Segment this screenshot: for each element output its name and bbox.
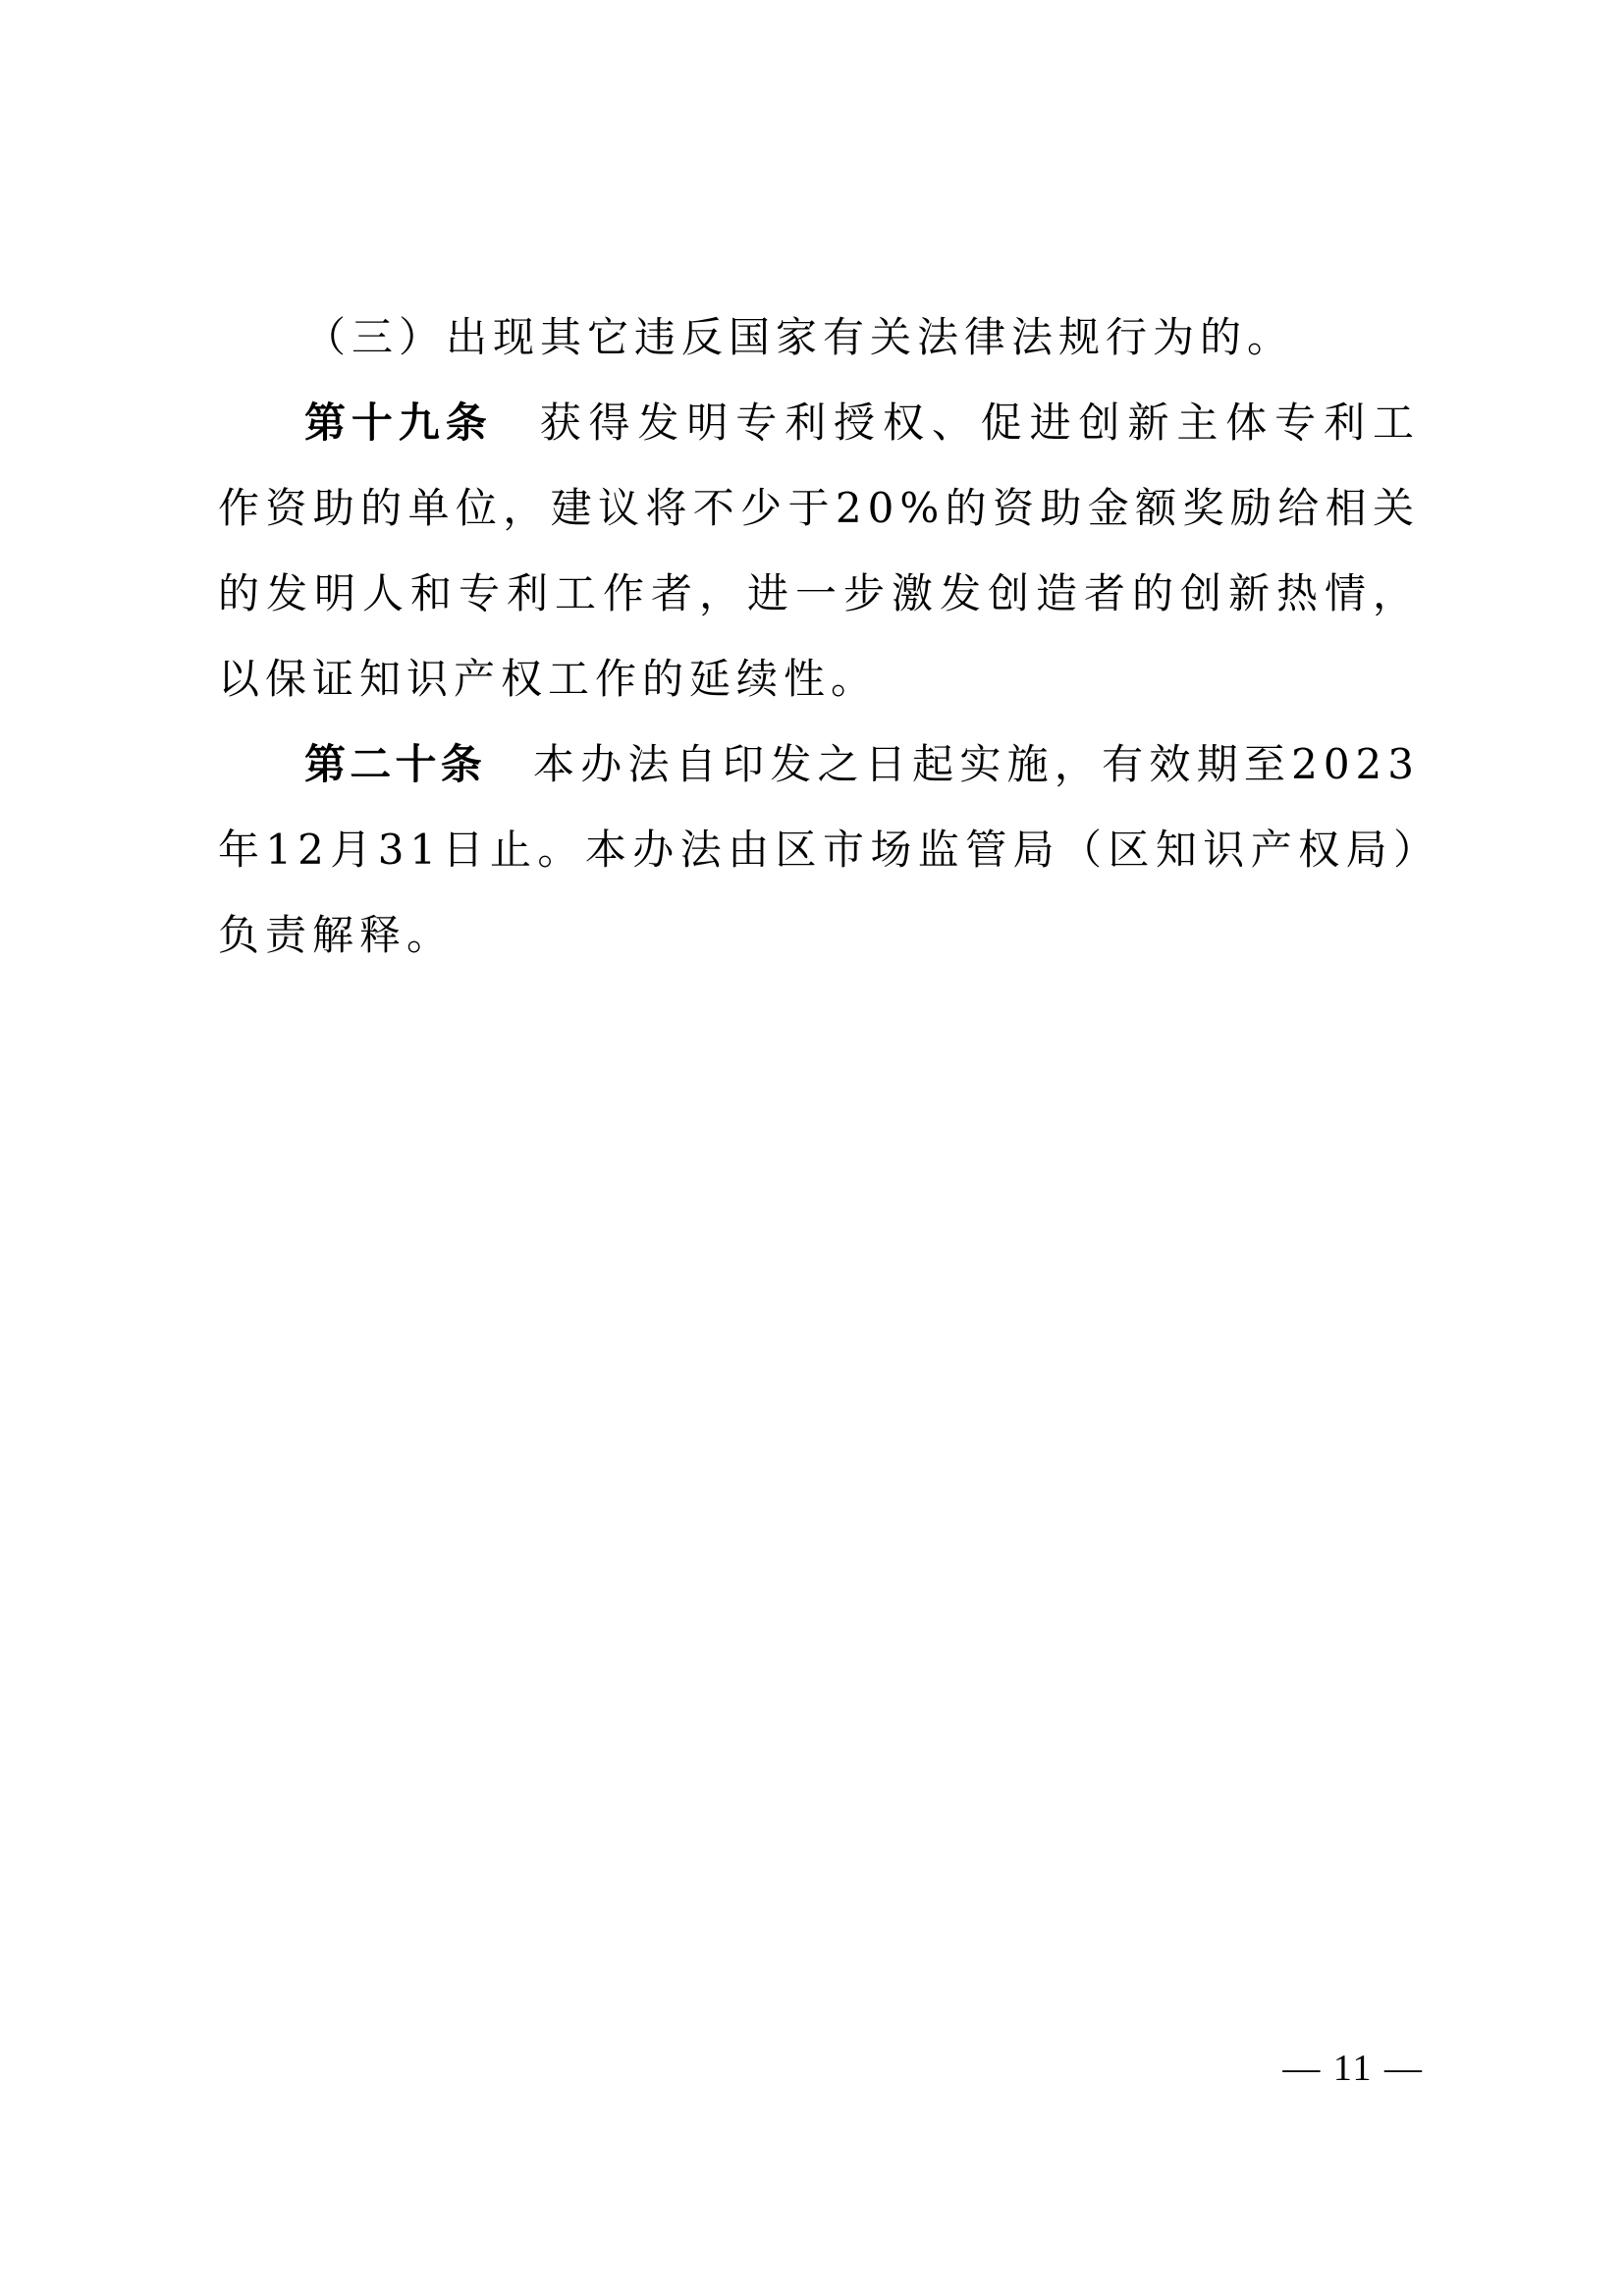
document-body (218, 294, 1420, 978)
article-number: 第十九条 (304, 399, 493, 447)
article-20 (218, 721, 1420, 978)
paragraph-item-3 (218, 294, 1420, 380)
page-number: — 11 — (1282, 2048, 1424, 2089)
article-text: 获得发明专利授权、促进创新主体专利工作资助的单位，建议将不少于20%的资助金额奖励给相关的发明人和专利工作者，进一步激发创造者的创新热情，以保证知识产权工作的延续性。 (218, 399, 1420, 703)
paragraph-text: （三）出现其它违反国家有关法律法规行为的。 (304, 313, 1295, 361)
article-number: 第二十条 (304, 740, 487, 788)
article-19 (218, 380, 1420, 721)
article-text: 本办法自印发之日起实施，有效期至2023年12月31日止。本办法由区市场监管局（区知识产权局）负责解释。 (218, 740, 1420, 959)
